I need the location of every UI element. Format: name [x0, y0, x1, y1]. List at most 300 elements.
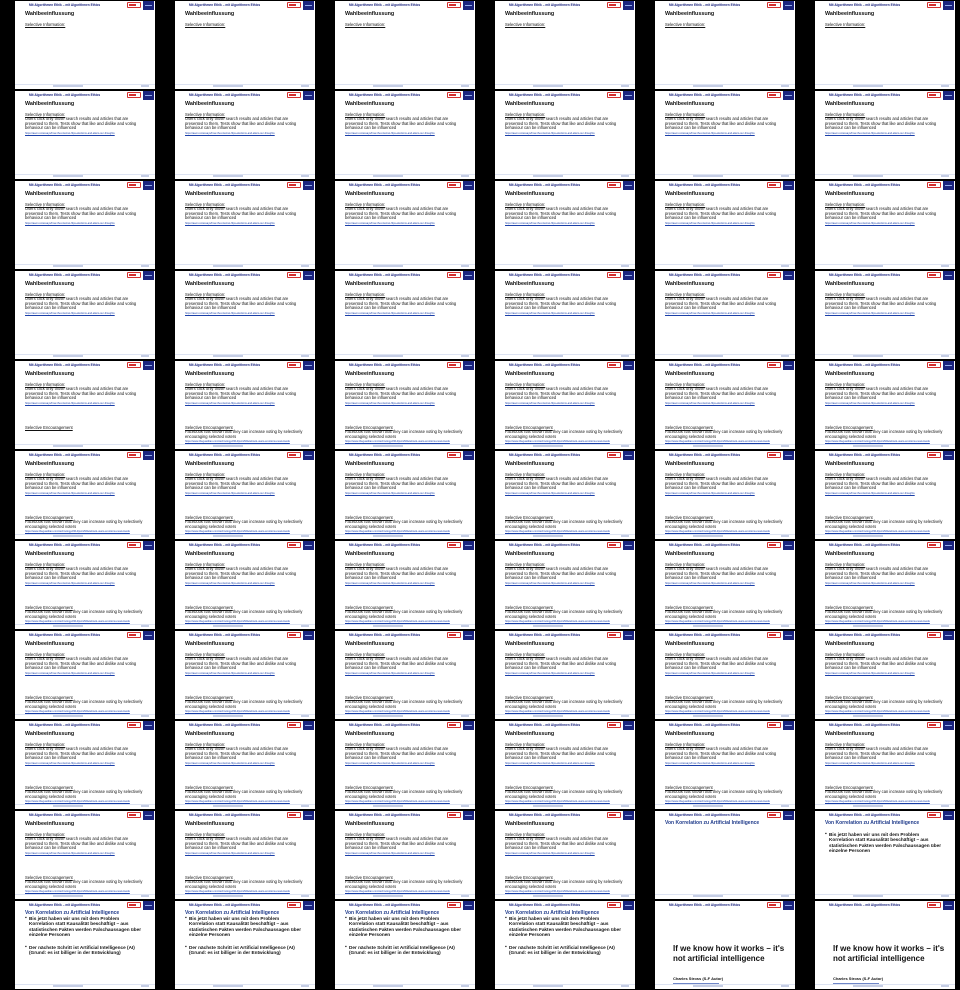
slide-title: Wahlbeeinflussung	[185, 101, 235, 107]
university-logo	[623, 901, 634, 910]
quote-text: If we know how it works – it's not artificial intelligence	[833, 944, 945, 963]
slide-footer	[175, 714, 315, 719]
footer-page	[461, 625, 469, 627]
section-heading: Selective Information:	[665, 652, 706, 657]
section-text: Facebook has shown that they can increase voting by selectively encouraging selected voters	[505, 519, 623, 529]
source-link[interactable]: https://aeon.co/essays/how-the-internet-flips-elections-and-alters-our-thoughts	[825, 492, 915, 496]
source-link[interactable]: https://aeon.co/essays/how-the-internet-flips-elections-and-alters-our-thoughts	[25, 852, 115, 856]
source-link[interactable]: https://aeon.co/essays/how-the-internet-flips-elections-and-alters-our-thoughts	[185, 402, 275, 406]
institution-logo	[287, 272, 301, 278]
footer-page	[781, 175, 789, 177]
slide-thumbnail[interactable]	[815, 91, 955, 179]
source-link[interactable]: https://aeon.co/essays/how-the-internet-flips-elections-and-alters-our-thoughts	[665, 312, 755, 316]
university-logo	[623, 181, 634, 190]
slide-thumbnail[interactable]	[495, 901, 635, 989]
slide-footer	[815, 984, 955, 989]
slide-footer	[495, 624, 635, 629]
slide-thumbnail[interactable]	[335, 181, 475, 269]
section-heading: Selective Encouragement	[505, 695, 553, 700]
source-link[interactable]: https://aeon.co/essays/how-the-internet-flips-elections-and-alters-our-thoughts	[345, 582, 435, 586]
slide-header	[495, 631, 635, 640]
source-link[interactable]: https://aeon.co/essays/how-the-internet-flips-elections-and-alters-our-thoughts	[25, 582, 115, 586]
section-heading: Selective Information:	[345, 832, 386, 837]
source-link[interactable]: https://www.theguardian.com/technology/2014/jun/29/facebook-users-emotions-news-feeds	[185, 800, 290, 804]
slide-thumbnail[interactable]	[815, 451, 955, 539]
source-link[interactable]: https://www.theguardian.com/technology/2014/jun/29/facebook-users-emotions-news-feeds	[185, 440, 290, 444]
footer-page	[781, 715, 789, 717]
footer-page	[461, 355, 469, 357]
slide-title: Wahlbeeinflussung	[505, 641, 555, 647]
source-link[interactable]: https://aeon.co/essays/how-the-internet-flips-elections-and-alters-our-thoughts	[185, 852, 275, 856]
institution-logo	[447, 182, 461, 188]
section-selective-encouragement	[345, 785, 467, 803]
institution-logo	[767, 452, 781, 458]
source-link[interactable]: https://aeon.co/essays/how-the-internet-flips-elections-and-alters-our-thoughts	[505, 492, 595, 496]
source-link[interactable]: https://aeon.co/essays/how-the-internet-flips-elections-and-alters-our-thoughts	[505, 312, 595, 316]
footer-url	[53, 985, 83, 987]
bullet-item	[345, 916, 465, 938]
section-selective-information	[505, 652, 627, 675]
slide-thumbnail[interactable]	[15, 181, 155, 269]
header-title: Mit Algorithmen Ethik – mit Algorithmen Ethics	[189, 453, 261, 457]
source-link[interactable]: https://www.theguardian.com/technology/2014/jun/29/facebook-users-emotions-news-feeds	[25, 800, 130, 804]
slide-thumbnail[interactable]	[15, 901, 155, 989]
section-heading: Selective Information:	[825, 112, 866, 117]
section-text: Users click only those search results and articles that are presented to them. Tests show that like and dislike and voting behaviour can be influenced	[825, 116, 937, 131]
footer-url	[853, 175, 883, 177]
slide-thumbnail[interactable]	[175, 91, 315, 179]
section-heading: Selective Information:	[505, 472, 546, 477]
slide-thumbnail[interactable]	[495, 91, 635, 179]
slide-footer	[815, 174, 955, 179]
slide-thumbnail[interactable]	[335, 451, 475, 539]
university-logo	[623, 91, 634, 100]
slide-thumbnail[interactable]	[815, 271, 955, 359]
slide-thumbnail[interactable]	[335, 541, 475, 629]
source-link[interactable]: https://aeon.co/essays/how-the-internet-flips-elections-and-alters-our-thoughts	[825, 672, 915, 676]
section-selective-information	[345, 202, 467, 225]
source-link[interactable]: https://aeon.co/essays/how-the-internet-flips-elections-and-alters-our-thoughts	[665, 132, 755, 136]
source-link[interactable]: https://aeon.co/essays/how-the-internet-flips-elections-and-alters-our-thoughts	[185, 672, 275, 676]
source-link[interactable]: https://www.theguardian.com/technology/2014/jun/29/facebook-users-emotions-news-feeds	[185, 530, 290, 534]
slide-thumbnail[interactable]	[175, 901, 315, 989]
quote-author: Charles Stross (S-F Autor)	[833, 976, 884, 981]
footer-page	[141, 175, 149, 177]
source-link[interactable]: https://www.theguardian.com/technology/2014/jun/29/facebook-users-emotions-news-feeds	[185, 620, 290, 624]
source-link[interactable]: https://www.theguardian.com/technology/2014/jun/29/facebook-users-emotions-news-feeds	[825, 710, 930, 714]
slide-thumbnail[interactable]	[815, 541, 955, 629]
section-heading: Selective Information:	[25, 382, 66, 387]
section-selective-information	[665, 22, 787, 27]
source-link[interactable]: https://aeon.co/essays/how-the-internet-flips-elections-and-alters-our-thoughts	[185, 312, 275, 316]
slide-footer	[495, 174, 635, 179]
source-link[interactable]: https://www.theguardian.com/technology/2014/jun/29/facebook-users-emotions-news-feeds	[665, 710, 770, 714]
source-link[interactable]: https://aeon.co/essays/how-the-internet-flips-elections-and-alters-our-thoughts	[665, 402, 755, 406]
source-link[interactable]: https://aeon.co/essays/how-the-internet-flips-elections-and-alters-our-thoughts	[25, 312, 115, 316]
university-logo	[783, 1, 794, 10]
source-link[interactable]: https://aeon.co/essays/how-the-internet-flips-elections-and-alters-our-thoughts	[505, 852, 595, 856]
slide-thumbnail[interactable]	[655, 541, 795, 629]
slide-thumbnail[interactable]	[15, 91, 155, 179]
source-link[interactable]: https://aeon.co/essays/how-the-internet-flips-elections-and-alters-our-thoughts	[825, 582, 915, 586]
slide-footer	[335, 894, 475, 899]
slide-thumbnail[interactable]	[815, 721, 955, 809]
header-title: Mit Algorithmen Ethik – mit Algorithmen Ethics	[29, 543, 101, 547]
slide-title: Wahlbeeinflussung	[345, 11, 395, 17]
source-link[interactable]: https://www.theguardian.com/technology/2014/jun/29/facebook-users-emotions-news-feeds	[825, 440, 930, 444]
source-link[interactable]: https://aeon.co/essays/how-the-internet-flips-elections-and-alters-our-thoughts	[185, 762, 275, 766]
section-selective-encouragement	[345, 515, 467, 533]
slide-thumbnail[interactable]	[815, 181, 955, 269]
section-text: Facebook has shown that they can increase voting by selectively encouraging selected voters	[665, 609, 783, 619]
source-link[interactable]: https://www.theguardian.com/technology/2014/jun/29/facebook-users-emotions-news-feeds	[345, 800, 450, 804]
slide-thumbnail[interactable]	[655, 361, 795, 449]
slide-footer	[335, 174, 475, 179]
bullet-item	[825, 832, 945, 854]
slide-thumbnail[interactable]	[655, 271, 795, 359]
source-link[interactable]: https://www.theguardian.com/technology/2014/jun/29/facebook-users-emotions-news-feeds	[825, 530, 930, 534]
institution-logo	[127, 92, 141, 98]
section-heading: Selective Encouragement	[185, 695, 233, 700]
source-link[interactable]: https://aeon.co/essays/how-the-internet-flips-elections-and-alters-our-thoughts	[345, 222, 435, 226]
university-logo	[783, 271, 794, 280]
institution-logo	[127, 452, 141, 458]
university-logo	[623, 1, 634, 10]
footer-url	[533, 535, 563, 537]
source-link[interactable]: https://aeon.co/essays/how-the-internet-flips-elections-and-alters-our-thoughts	[505, 672, 595, 676]
slide-footer	[655, 714, 795, 719]
source-link[interactable]: https://aeon.co/essays/how-the-internet-flips-elections-and-alters-our-thoughts	[825, 312, 915, 316]
institution-logo	[927, 272, 941, 278]
slide-footer	[175, 894, 315, 899]
header-title: Mit Algorithmen Ethik – mit Algorithmen Ethics	[669, 633, 741, 637]
bullet-list	[825, 832, 945, 861]
slide-thumbnail[interactable]	[495, 541, 635, 629]
slide-footer	[15, 174, 155, 179]
source-link[interactable]: https://aeon.co/essays/how-the-internet-flips-elections-and-alters-our-thoughts	[665, 582, 755, 586]
source-link[interactable]: https://aeon.co/essays/how-the-internet-flips-elections-and-alters-our-thoughts	[505, 132, 595, 136]
slide-title: Wahlbeeinflussung	[825, 281, 875, 287]
source-link[interactable]: https://aeon.co/essays/how-the-internet-flips-elections-and-alters-our-thoughts	[825, 222, 915, 226]
header-title: Mit Algorithmen Ethik – mit Algorithmen Ethics	[349, 453, 421, 457]
institution-logo	[767, 902, 781, 908]
source-link[interactable]: https://aeon.co/essays/how-the-internet-flips-elections-and-alters-our-thoughts	[345, 762, 435, 766]
slide-header	[495, 451, 635, 460]
section-selective-encouragement	[505, 695, 627, 713]
source-link[interactable]: https://aeon.co/essays/how-the-internet-flips-elections-and-alters-our-thoughts	[825, 402, 915, 406]
institution-logo	[287, 2, 301, 8]
section-selective-encouragement	[345, 425, 467, 443]
footer-url	[213, 85, 243, 87]
section-selective-information	[185, 742, 307, 765]
source-link[interactable]: https://aeon.co/essays/how-the-internet-flips-elections-and-alters-our-thoughts	[505, 402, 595, 406]
bullet-text: Bis jetzt haben wir uns mit dem Problem Korrelation statt Kausalität beschäftigt – aus statistischen Fakten werden Falschaussagen über einzelne Personen	[189, 916, 302, 938]
section-text: Users click only those search results and articles that are presented to them. Tests show that like and dislike and voting behaviour can be influenced	[825, 746, 937, 761]
section-heading: Selective Information:	[185, 382, 226, 387]
slide-header	[175, 811, 315, 820]
source-link[interactable]: https://aeon.co/essays/how-the-internet-flips-elections-and-alters-our-thoughts	[185, 492, 275, 496]
slide-thumbnail[interactable]	[655, 1, 795, 89]
slide-thumbnail[interactable]	[495, 811, 635, 899]
section-selective-information	[185, 832, 307, 855]
university-logo	[943, 1, 954, 10]
source-link[interactable]: https://aeon.co/essays/how-the-internet-flips-elections-and-alters-our-thoughts	[825, 132, 915, 136]
footer-url	[373, 895, 403, 897]
source-link[interactable]: https://aeon.co/essays/how-the-internet-flips-elections-and-alters-our-thoughts	[185, 132, 275, 136]
slide-thumbnail[interactable]	[495, 451, 635, 539]
footer-page	[141, 805, 149, 807]
slide-thumbnail[interactable]	[15, 721, 155, 809]
slide-header	[335, 631, 475, 640]
slide-thumbnail[interactable]	[15, 631, 155, 719]
source-link[interactable]: https://www.theguardian.com/technology/2014/jun/29/facebook-users-emotions-news-feeds	[185, 710, 290, 714]
institution-logo	[607, 812, 621, 818]
source-link[interactable]: https://www.theguardian.com/technology/2014/jun/29/facebook-users-emotions-news-feeds	[345, 530, 450, 534]
section-text: Users click only those search results and articles that are presented to them. Tests show that like and dislike and voting behaviour can be influenced	[665, 746, 777, 761]
section-text: Facebook has shown that they can increase voting by selectively encouraging selected voters	[25, 609, 143, 619]
institution-logo	[607, 182, 621, 188]
source-link[interactable]: https://www.theguardian.com/technology/2014/jun/29/facebook-users-emotions-news-feeds	[825, 620, 930, 624]
source-link[interactable]: https://www.theguardian.com/technology/2014/jun/29/facebook-users-emotions-news-feeds	[825, 800, 930, 804]
source-link[interactable]: https://www.theguardian.com/technology/2014/jun/29/facebook-users-emotions-news-feeds	[185, 890, 290, 894]
footer-page	[141, 355, 149, 357]
footer-page	[141, 85, 149, 87]
footer-page	[301, 895, 309, 897]
slide-thumbnail[interactable]	[335, 811, 475, 899]
university-logo	[943, 361, 954, 370]
slide-thumbnail[interactable]	[815, 1, 955, 89]
section-selective-encouragement	[185, 695, 307, 713]
slide-thumbnail[interactable]	[15, 811, 155, 899]
section-text: Users click only those search results and articles that are presented to them. Tests show that like and dislike and voting behaviour can be influenced	[345, 386, 457, 401]
source-link[interactable]: https://aeon.co/essays/how-the-internet-flips-elections-and-alters-our-thoughts	[25, 222, 115, 226]
source-link[interactable]: https://aeon.co/essays/how-the-internet-flips-elections-and-alters-our-thoughts	[345, 852, 435, 856]
slide-thumbnail[interactable]	[175, 181, 315, 269]
footer-url	[213, 265, 243, 267]
slide-thumbnail[interactable]	[175, 631, 315, 719]
source-link[interactable]: https://www.theguardian.com/technology/2014/jun/29/facebook-users-emotions-news-feeds	[505, 620, 610, 624]
source-link[interactable]: https://aeon.co/essays/how-the-internet-flips-elections-and-alters-our-thoughts	[665, 222, 755, 226]
footer-url	[853, 355, 883, 357]
source-link[interactable]: https://www.theguardian.com/technology/2014/jun/29/facebook-users-emotions-news-feeds	[25, 530, 130, 534]
section-selective-information	[505, 382, 627, 405]
section-text: Users click only those search results and articles that are presented to them. Tests show that like and dislike and voting behaviour can be influenced	[345, 746, 457, 761]
slide-thumbnail[interactable]	[335, 271, 475, 359]
slide-thumbnail[interactable]	[335, 631, 475, 719]
source-link[interactable]: https://aeon.co/essays/how-the-internet-flips-elections-and-alters-our-thoughts	[345, 312, 435, 316]
source-link[interactable]: https://aeon.co/essays/how-the-internet-flips-elections-and-alters-our-thoughts	[345, 672, 435, 676]
section-text: Users click only those search results and articles that are presented to them. Tests show that like and dislike and voting behaviour can be influenced	[665, 116, 777, 131]
slide-header	[655, 811, 795, 820]
university-logo	[463, 1, 474, 10]
section-selective-information	[185, 472, 307, 495]
slide-thumbnail[interactable]	[655, 91, 795, 179]
footer-url	[533, 355, 563, 357]
source-link[interactable]: https://www.theguardian.com/technology/2014/jun/29/facebook-users-emotions-news-feeds	[25, 620, 130, 624]
source-link[interactable]: https://www.theguardian.com/technology/2014/jun/29/facebook-users-emotions-news-feeds	[345, 620, 450, 624]
slide-thumbnail[interactable]	[15, 451, 155, 539]
source-link[interactable]: https://aeon.co/essays/how-the-internet-flips-elections-and-alters-our-thoughts	[185, 222, 275, 226]
source-link[interactable]: https://www.theguardian.com/technology/2014/jun/29/facebook-users-emotions-news-feeds	[345, 710, 450, 714]
slide-thumbnail[interactable]	[655, 721, 795, 809]
source-link[interactable]: https://aeon.co/essays/how-the-internet-flips-elections-and-alters-our-thoughts	[25, 402, 115, 406]
source-link[interactable]: https://aeon.co/essays/how-the-internet-flips-elections-and-alters-our-thoughts	[825, 762, 915, 766]
source-link[interactable]: https://www.theguardian.com/technology/2014/jun/29/facebook-users-emotions-news-feeds	[25, 710, 130, 714]
source-link[interactable]: https://www.theguardian.com/technology/2014/jun/29/facebook-users-emotions-news-feeds	[505, 530, 610, 534]
source-link[interactable]: https://www.theguardian.com/technology/2014/jun/29/facebook-users-emotions-news-feeds	[665, 530, 770, 534]
slide-thumbnail[interactable]	[335, 91, 475, 179]
slide-thumbnail[interactable]	[655, 451, 795, 539]
section-selective-information	[665, 562, 787, 585]
slide-thumbnail[interactable]	[335, 361, 475, 449]
footer-url	[533, 265, 563, 267]
section-selective-information	[665, 382, 787, 405]
institution-logo	[127, 632, 141, 638]
slide-thumbnail[interactable]	[175, 451, 315, 539]
footer-page	[621, 805, 629, 807]
source-link[interactable]: https://www.theguardian.com/technology/2014/jun/29/facebook-users-emotions-news-feeds	[665, 440, 770, 444]
institution-logo	[767, 272, 781, 278]
footer-url	[213, 895, 243, 897]
source-link[interactable]: https://www.theguardian.com/technology/2014/jun/29/facebook-users-emotions-news-feeds	[505, 440, 610, 444]
source-link[interactable]: https://aeon.co/essays/how-the-internet-flips-elections-and-alters-our-thoughts	[665, 672, 755, 676]
footer-url	[853, 535, 883, 537]
footer-url	[693, 265, 723, 267]
footer-page	[621, 535, 629, 537]
section-text: Users click only those search results and articles that are presented to them. Tests show that like and dislike and voting behaviour can be influenced	[665, 206, 777, 221]
section-selective-information	[185, 202, 307, 225]
section-heading: Selective Encouragement	[665, 515, 713, 520]
source-link[interactable]: https://aeon.co/essays/how-the-internet-flips-elections-and-alters-our-thoughts	[345, 492, 435, 496]
source-link[interactable]: https://aeon.co/essays/how-the-internet-flips-elections-and-alters-our-thoughts	[25, 492, 115, 496]
source-link[interactable]: https://www.theguardian.com/technology/2014/jun/29/facebook-users-emotions-news-feeds	[25, 890, 130, 894]
slide-thumbnail[interactable]	[15, 271, 155, 359]
slide-thumbnail[interactable]	[335, 721, 475, 809]
slide-header	[495, 361, 635, 370]
header-title: Mit Algorithmen Ethik – mit Algorithmen Ethics	[669, 363, 741, 367]
slide-thumbnail[interactable]	[335, 901, 475, 989]
slide-thumbnail[interactable]	[655, 811, 795, 899]
slide-header	[495, 901, 635, 910]
slide-title: Wahlbeeinflussung	[345, 821, 395, 827]
header-title: Mit Algorithmen Ethik – mit Algorithmen Ethics	[29, 3, 101, 7]
source-link[interactable]: https://www.theguardian.com/technology/2014/jun/29/facebook-users-emotions-news-feeds	[665, 800, 770, 804]
slide-thumbnail[interactable]	[175, 541, 315, 629]
source-link[interactable]: https://aeon.co/essays/how-the-internet-flips-elections-and-alters-our-thoughts	[505, 762, 595, 766]
header-title: Mit Algorithmen Ethik – mit Algorithmen Ethics	[669, 813, 741, 817]
section-heading: Selective Information:	[345, 202, 386, 207]
slide-thumbnail[interactable]	[655, 631, 795, 719]
source-link[interactable]: https://aeon.co/essays/how-the-internet-flips-elections-and-alters-our-thoughts	[665, 492, 755, 496]
footer-url	[533, 985, 563, 987]
bullet-item	[505, 945, 625, 956]
source-link[interactable]: https://aeon.co/essays/how-the-internet-flips-elections-and-alters-our-thoughts	[665, 762, 755, 766]
source-link[interactable]: https://www.theguardian.com/technology/2014/jun/29/facebook-users-emotions-news-feeds	[505, 710, 610, 714]
footer-page	[141, 625, 149, 627]
slide-thumbnail[interactable]	[175, 721, 315, 809]
slide-thumbnail[interactable]	[815, 901, 955, 989]
institution-logo	[927, 812, 941, 818]
slide-thumbnail[interactable]	[495, 271, 635, 359]
source-link[interactable]: https://www.theguardian.com/technology/2014/jun/29/facebook-users-emotions-news-feeds	[505, 890, 610, 894]
slide-thumbnail[interactable]	[815, 631, 955, 719]
section-selective-encouragement	[185, 875, 307, 893]
slide-title: Wahlbeeinflussung	[185, 371, 235, 377]
source-link[interactable]: https://www.theguardian.com/technology/2014/jun/29/facebook-users-emotions-news-feeds	[665, 620, 770, 624]
footer-url	[533, 175, 563, 177]
footer-page	[941, 265, 949, 267]
slide-thumbnail[interactable]	[495, 181, 635, 269]
section-selective-information	[25, 742, 147, 765]
source-link[interactable]: https://aeon.co/essays/how-the-internet-flips-elections-and-alters-our-thoughts	[345, 132, 435, 136]
footer-page	[301, 625, 309, 627]
footer-url	[533, 715, 563, 717]
footer-url	[693, 895, 723, 897]
header-title: Mit Algorithmen Ethik – mit Algorithmen Ethics	[509, 813, 581, 817]
slide-thumbnail[interactable]	[175, 1, 315, 89]
slide-thumbnail[interactable]	[655, 181, 795, 269]
footer-page	[781, 625, 789, 627]
slide-thumbnail[interactable]	[15, 1, 155, 89]
source-link[interactable]: https://aeon.co/essays/how-the-internet-flips-elections-and-alters-our-thoughts	[25, 762, 115, 766]
slide-thumbnail[interactable]	[175, 361, 315, 449]
university-logo	[943, 901, 954, 910]
university-logo	[143, 91, 154, 100]
slide-thumbnail[interactable]	[15, 541, 155, 629]
slide-thumbnail[interactable]	[495, 1, 635, 89]
slide-header	[495, 541, 635, 550]
section-heading: Selective Information:	[345, 652, 386, 657]
source-link[interactable]: https://aeon.co/essays/how-the-internet-flips-elections-and-alters-our-thoughts	[185, 582, 275, 586]
source-link[interactable]: https://www.theguardian.com/technology/2014/jun/29/facebook-users-emotions-news-feeds	[345, 890, 450, 894]
source-link[interactable]: https://aeon.co/essays/how-the-internet-flips-elections-and-alters-our-thoughts	[505, 222, 595, 226]
slide-thumbnail[interactable]	[335, 1, 475, 89]
footer-page	[301, 175, 309, 177]
footer-url	[693, 445, 723, 447]
slide-thumbnail[interactable]	[655, 901, 795, 989]
slide-thumbnail[interactable]	[815, 361, 955, 449]
slide-thumbnail[interactable]	[495, 361, 635, 449]
source-link[interactable]: https://aeon.co/essays/how-the-internet-flips-elections-and-alters-our-thoughts	[25, 672, 115, 676]
university-logo	[623, 631, 634, 640]
source-link[interactable]: https://aeon.co/essays/how-the-internet-flips-elections-and-alters-our-thoughts	[505, 582, 595, 586]
slide-footer	[15, 894, 155, 899]
slide-thumbnail[interactable]	[495, 721, 635, 809]
slide-header	[335, 271, 475, 280]
slide-thumbnail[interactable]	[495, 631, 635, 719]
slide-thumbnail[interactable]	[815, 811, 955, 899]
source-link[interactable]: https://www.theguardian.com/technology/2014/jun/29/facebook-users-emotions-news-feeds	[345, 440, 450, 444]
slide-thumbnail[interactable]	[175, 271, 315, 359]
slide-thumbnail[interactable]	[15, 361, 155, 449]
footer-page	[461, 535, 469, 537]
source-link[interactable]: https://aeon.co/essays/how-the-internet-flips-elections-and-alters-our-thoughts	[345, 402, 435, 406]
section-selective-encouragement	[185, 785, 307, 803]
slide-thumbnail[interactable]	[175, 811, 315, 899]
source-link[interactable]: https://www.theguardian.com/technology/2014/jun/29/facebook-users-emotions-news-feeds	[505, 800, 610, 804]
section-heading: Selective Information:	[25, 832, 66, 837]
slide-header	[15, 541, 155, 550]
header-title: Mit Algorithmen Ethik – mit Algorithmen Ethics	[349, 543, 421, 547]
university-logo	[943, 91, 954, 100]
footer-page	[781, 895, 789, 897]
bullet-item	[505, 916, 625, 938]
source-link[interactable]: https://aeon.co/essays/how-the-internet-flips-elections-and-alters-our-thoughts	[25, 132, 115, 136]
bullet-list	[25, 916, 145, 962]
slide-header	[815, 721, 955, 730]
institution-logo	[287, 452, 301, 458]
section-text: Users click only those search results and articles that are presented to them. Tests show that like and dislike and voting behaviour can be influenced	[665, 656, 777, 671]
